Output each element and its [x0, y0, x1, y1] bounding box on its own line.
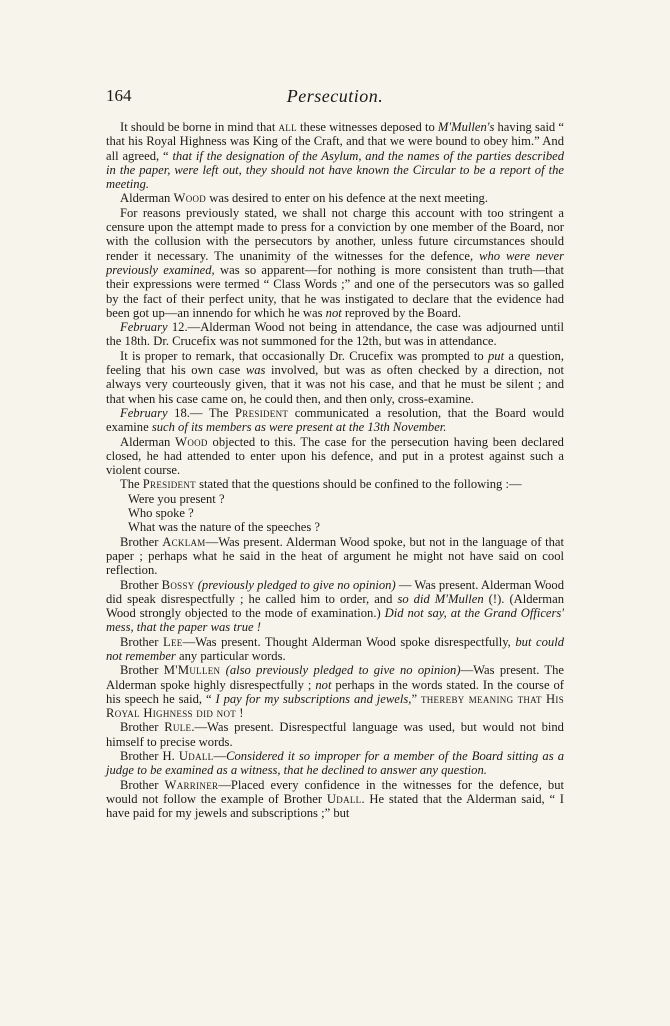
small-caps-text: President: [142, 477, 196, 492]
paragraph: [106, 206, 564, 320]
paragraph: [106, 477, 564, 491]
text-run: Brother H.: [120, 749, 179, 764]
italic-text: but could not remember: [106, 634, 564, 663]
body-text: [106, 120, 564, 821]
paragraph: [106, 535, 564, 578]
text-run: For reasons previously stated, we shall not charge this account with too stringent a censure upon the attempt made to press for a conviction by one member of the Board, nor with the collusion with the persecutors by another, unless future circumstances should render it necessary. The unanimity of the witnesses for the defence,: [106, 205, 564, 263]
text-run: .—Was present. Disrespectful language was used, but would not bind himself to precise words.: [106, 720, 564, 749]
text-run: !: [236, 706, 244, 721]
italic-text: (also previously pledged to give no opinion): [225, 663, 461, 678]
paragraph: [106, 435, 564, 478]
text-run: It is proper to remark, that occasionally Dr. Crucefix was prompted to: [120, 348, 488, 363]
paragraph: [106, 749, 564, 778]
question-line: [106, 492, 564, 506]
text-run: was desired to enter on his defence at the next meeting.: [206, 191, 488, 206]
italic-text: put: [487, 348, 505, 363]
text-run: having said “ that his Royal Highness was King of the Craft, and that we were bound to obey him.” And all agreed, “: [106, 120, 564, 163]
text-run: It should be borne in mind that: [120, 120, 279, 134]
small-caps-text: Bossy: [161, 577, 195, 592]
paragraph: [106, 635, 564, 664]
text-run: The: [120, 477, 143, 492]
paragraph: [106, 778, 564, 821]
italic-text: I pay for my subscriptions and jewels,: [215, 691, 412, 706]
small-caps-text: Warriner: [164, 777, 219, 792]
paragraph: [106, 349, 564, 406]
page-header: [106, 86, 564, 110]
paragraph: [106, 578, 564, 635]
small-caps-text: Udall: [178, 749, 214, 764]
italic-text: February: [120, 405, 168, 420]
text-run: perhaps in the words stated. In the course of his speech he said, “: [106, 677, 564, 706]
text-run: What was the nature of the speeches ?: [128, 520, 320, 535]
text-run: Alderman: [120, 191, 174, 206]
italic-text: not: [325, 305, 342, 320]
italic-text: was: [245, 363, 266, 378]
paragraph: [106, 406, 564, 435]
text-run: . He stated that the Alderman said, “ I have paid for my jewels and subscriptions ;” but: [106, 791, 564, 821]
small-caps-text: thereby meaning that His Royal Highness did not: [106, 691, 564, 721]
italic-text: Considered it so improper for a member of the Board sitting as a judge to be examined as a witness, that he declined to answer any question.: [106, 749, 565, 778]
question-line: [106, 506, 564, 520]
text-run: Brother: [120, 634, 164, 649]
small-caps-text: President: [235, 405, 289, 420]
text-run: any particular words.: [175, 648, 286, 663]
running-title: Persecution.: [286, 86, 384, 106]
page-number: 164: [106, 86, 132, 105]
italic-text: so did M'Mullen: [397, 591, 484, 606]
text-run: a question, feeling that his own case: [106, 348, 564, 378]
text-run: Brother: [120, 777, 165, 792]
text-run: — Was present. Alderman Wood did speak disrespectfully ; he called him to order, and: [106, 577, 564, 606]
text-run: 12.—Alderman Wood not being in attendance, the case was adjourned until the 18th. Dr. Crucefix was not summoned for the 12th, but was in attendance.: [106, 320, 564, 349]
paragraph: [106, 663, 564, 720]
text-run: Alderman: [120, 434, 176, 449]
text-run: —Was present. The Alderman spoke highly disrespectfully ;: [106, 663, 564, 692]
text-run: Who spoke ?: [128, 506, 194, 521]
italic-text: February: [120, 320, 168, 335]
paragraph: [106, 320, 564, 349]
text-run: stated that the questions should be confined to the following :—: [195, 477, 522, 492]
text-run: reproved by the Board.: [341, 305, 461, 320]
text-run: objected to this. The case for the persecution having been declared closed, he had attended to enter upon his defence, and put in a protest against such a violent course.: [106, 434, 564, 478]
small-caps-text: all: [278, 120, 297, 134]
question-line: [106, 520, 564, 534]
italic-text: M'Mullen's: [437, 120, 495, 134]
italic-text: Did not say, at the Grand Officers' mess, that the paper was true !: [106, 606, 564, 635]
text-run: (!). (Alderman Wood strongly objected to the mode of examination.): [106, 591, 564, 621]
text-run: communicated a resolution, that the Board would examine: [106, 405, 564, 435]
text-run: —: [213, 749, 227, 764]
small-caps-text: Udall: [326, 791, 362, 806]
small-caps-text: Acklam: [162, 534, 206, 549]
text-run: Brother: [120, 577, 162, 592]
small-caps-text: Wood: [175, 434, 208, 449]
text-run: was so apparent—for nothing is more consistent than truth—that their expressions were termed “ Class Words ;” and one of the persecutors was so galled by the fact of their perfect unity, that he was instigated to declare that the evidence had been got up—an innendo for which he was: [106, 262, 565, 320]
text-run: Were you present ?: [128, 491, 225, 506]
italic-text: not: [315, 677, 332, 692]
small-caps-text: Wood: [173, 191, 207, 206]
small-caps-text: Lee: [163, 634, 183, 649]
paragraph: [106, 191, 564, 205]
italic-text: who were never previously examined,: [106, 248, 564, 277]
italic-text: (previously pledged to give no opinion): [197, 577, 396, 592]
text-run: these witnesses deposed to: [296, 120, 438, 134]
text-run: Brother: [120, 534, 163, 549]
text-run: Brother: [120, 663, 164, 678]
small-caps-text: Rule: [164, 720, 192, 735]
text-run: —Was present. Thought Alderman Wood spoke disrespectfully,: [182, 634, 516, 649]
text-run: Brother: [120, 720, 165, 735]
paragraph: [106, 120, 564, 191]
text-run: —Was present. Alderman Wood spoke, but not in the language of that paper ; perhaps what he said in the heat of argument he might not have said on cool reflection.: [106, 534, 564, 578]
text-run: —Placed every confidence in the witnesses for the defence, but would not follow the example of Brother: [106, 777, 564, 806]
text-run: involved, but was as often checked by a direction, not always very courteously given, that it was not his case, and that he must be silent ; and that when his case came on, he could then, and then only, cross-examine.: [106, 363, 565, 406]
small-caps-text: M'Mullen: [163, 663, 221, 678]
text-run: ”: [411, 691, 421, 706]
paragraph: [106, 720, 564, 749]
italic-text: such of its members as were present at the 13th November.: [151, 420, 447, 435]
text-run: 18.— The: [167, 405, 235, 420]
italic-text: that if the designation of the Asylum, and the names of the parties described in the paper, were left out, they should not have known the Circular to be a report of the meeting.: [106, 148, 564, 192]
